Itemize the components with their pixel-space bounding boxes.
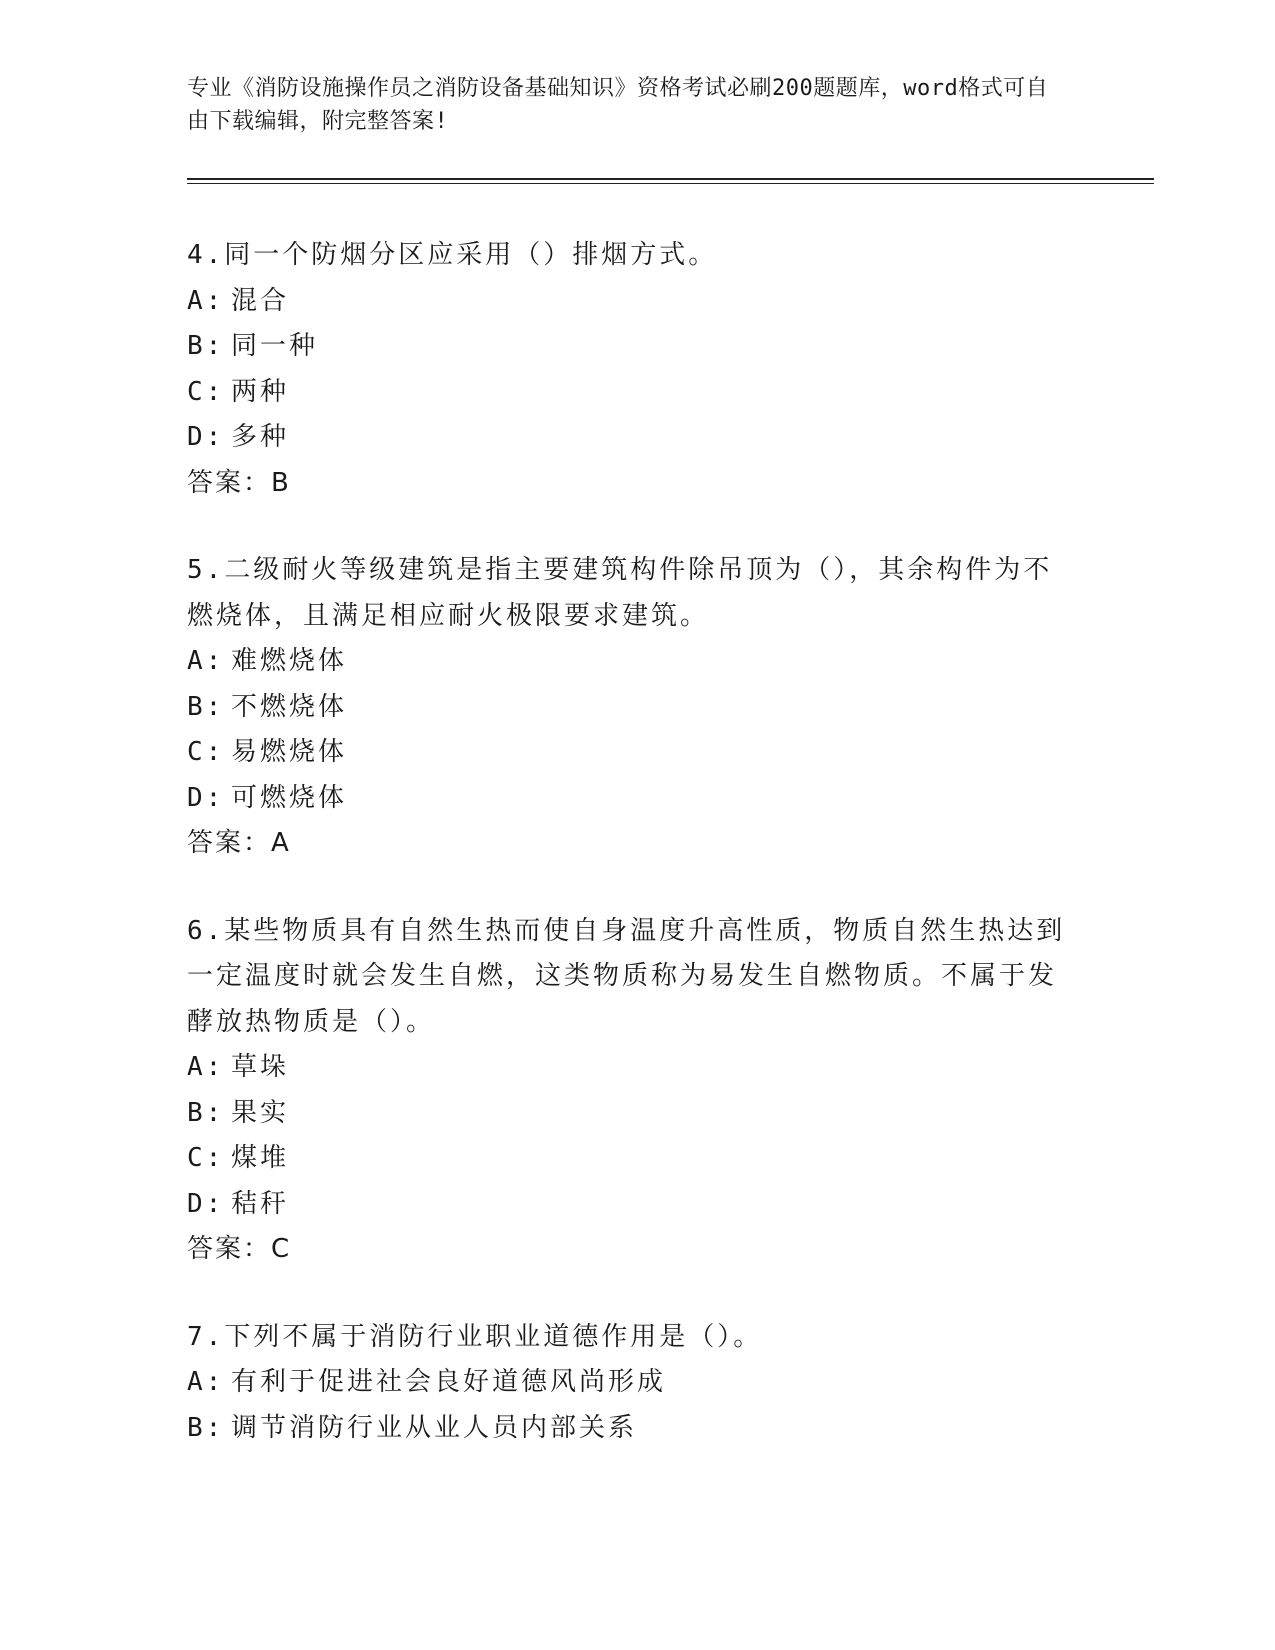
option-c [187,1136,1067,1182]
option-letter: A: [187,1052,225,1082]
option-b [187,1406,1067,1452]
question-stem: 6.某些物质具有自然生热而使自身温度升高性质，物质自然生热达到一定温度时就会发生自燃，这类物质称为易发生自燃物质。不属于发酵放热物质是（）。 [187,915,1066,1037]
option-text: 多种 [231,422,290,452]
document-header: 专业《消防设施操作员之消防设备基础知识》资格考试必刷200题题库，word格式可自由下载编辑，附完整答案! [187,76,1049,134]
option-letter: D: [187,782,225,813]
option-text: 同一种 [231,331,319,361]
option-letter: B: [187,691,225,722]
option-text: 秸秆 [231,1188,290,1219]
option-text: 难燃烧体 [231,646,348,676]
option-c [187,370,1067,416]
question-list [187,233,1067,1493]
option-b [187,1091,1067,1137]
question-stem: 5.二级耐火等级建筑是指主要建筑构件除吊顶为（），其余构件为不燃烧体，且满足相应耐火极限要求建筑。 [187,555,1053,631]
option-d [187,1182,1067,1228]
question-7 [187,1315,1067,1452]
option-letter: A: [187,285,225,316]
question-5 [187,548,1067,867]
option-d [187,415,1067,461]
option-text: 果实 [231,1097,290,1128]
option-a [187,1045,1067,1091]
option-letter: A: [187,646,225,676]
question-4 [187,233,1067,506]
option-b [187,685,1067,731]
option-a [187,1360,1067,1406]
option-letter: C: [187,376,225,407]
option-letter: B: [187,1097,225,1128]
option-text: 不燃烧体 [231,691,348,722]
answer-line: 答案：C [187,1234,292,1264]
option-a [187,639,1067,685]
question-6 [187,909,1067,1273]
answer-line: 答案：A [187,828,291,858]
option-a [187,279,1067,325]
header-divider-thick [187,178,1154,180]
option-letter: C: [187,1143,225,1173]
option-b [187,324,1067,370]
option-letter: A: [187,1367,225,1397]
option-letter: B: [187,331,225,361]
option-c [187,730,1067,776]
option-letter: C: [187,737,225,767]
option-text: 混合 [231,285,290,316]
question-stem: 4.同一个防烟分区应采用（）排烟方式。 [187,240,718,270]
option-text: 有利于促进社会良好道德风尚形成 [231,1367,667,1397]
option-text: 易燃烧体 [231,737,348,767]
option-text: 两种 [231,376,290,407]
option-letter: B: [187,1412,225,1443]
option-text: 可燃烧体 [231,782,348,813]
option-text: 煤堆 [231,1143,290,1173]
answer-line: 答案：B [187,467,291,498]
option-text: 草垛 [231,1052,290,1082]
option-letter: D: [187,1188,225,1219]
header-divider-thin [187,183,1154,184]
option-text: 调节消防行业从业人员内部关系 [231,1412,638,1443]
question-stem: 7.下列不属于消防行业职业道德作用是（）。 [187,1321,763,1352]
option-d [187,776,1067,822]
option-letter: D: [187,422,225,452]
